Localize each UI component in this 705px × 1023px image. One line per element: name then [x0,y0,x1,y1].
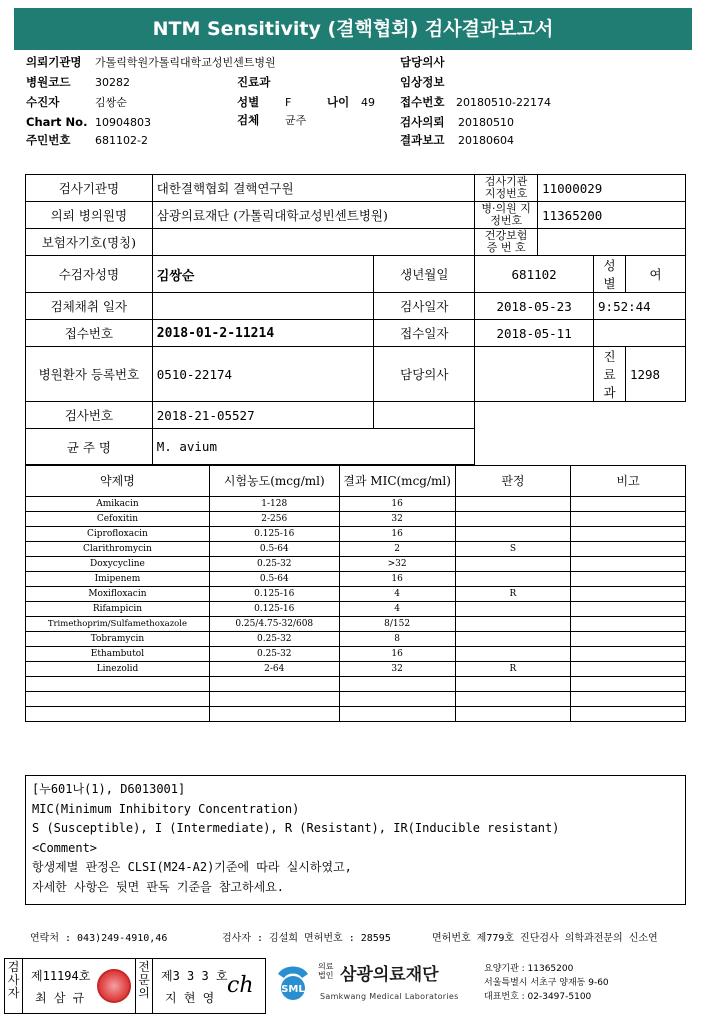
examiner-vert-label: 검사자 [5,959,23,1013]
test-concentration [209,707,339,722]
table-row [26,527,686,542]
specialist-signature: ch [227,973,254,998]
specialist-license-no: 제3 3 3 호 [161,969,228,983]
mic-col-header: 결과 MIC(mcg/ml) [339,466,455,497]
comment-box [25,775,686,905]
drug-col-header: 약제명 [26,466,210,497]
mic-result: 16 [339,647,455,662]
test-concentration: 0.25/4.75-32/608 [209,617,339,632]
comment-text-2: 자세한 사항은 뒷면 판독 기준을 참고하세요. [32,879,285,894]
patient-label: 수검자성명 [26,256,153,293]
comment-heading: <Comment> [32,840,98,855]
info-sex-label: 성별 [594,256,626,293]
test-concentration: 0.25-32 [209,557,339,572]
chart-no-value: 10904803 [95,116,151,129]
conc-col-header: 시험농도(mcg/ml) [209,466,339,497]
collect-date-label: 검체채취 일자 [26,293,153,320]
remark [571,602,686,617]
table-row [26,587,686,602]
request-label: 검사의뢰 [400,115,445,129]
examiner-seal [97,969,131,1003]
birth-label: 생년월일 [374,256,475,293]
receipt-extra [594,320,686,347]
table-row [26,647,686,662]
table-row [26,662,686,677]
drug-name: Amikacin [26,497,210,512]
test-org-value: 대한결핵협회 결핵연구원 [152,175,474,202]
test-concentration: 2-256 [209,512,339,527]
report-date-label: 결과보고 [400,133,445,147]
accession-value: 20180510-22174 [456,96,551,109]
info-dept-label: 진료과 [594,347,626,402]
remark [571,662,686,677]
drug-name: Imipenem [26,572,210,587]
examiner-name: 최 삼 규 [35,991,85,1005]
comment-text-1: 항생제별 판정은 CLSI(M24-A2)기준에 따라 실시하였고, [32,860,352,874]
drug-name: Doxycycline [26,557,210,572]
test-org-id-label: 검사기관 지정번호 [475,175,538,202]
interpretation [455,512,571,527]
receipt-no-label: 접수번호 [26,320,153,347]
age-label: 나이 [327,95,350,109]
remark [571,542,686,557]
table-row [26,542,686,557]
examiner-text: 검사자 : 김설희 면허번호 : 28595 [222,933,391,944]
collector-value: 김쌍순 [95,96,127,109]
institution-value: 가톨릭학원가톨릭대학교성빈센트병원 [95,56,276,69]
strain-value: M. avium [152,429,474,465]
specimen-value: 균주 [285,114,307,127]
test-time-value: 9:52:44 [594,293,686,320]
drug-name: Trimethoprim/Sulfamethoxazole [26,617,210,632]
receipt-date-value: 2018-05-11 [475,320,594,347]
table-row [26,557,686,572]
empty-cell [475,429,686,465]
clinical-label: 임상정보 [400,75,445,89]
resident-no-value: 681102-2 [95,134,148,147]
test-concentration [209,692,339,707]
req-hosp-id-label: 병·의원 지정번호 [475,202,538,229]
doctor-label: 담당의사 [400,55,445,69]
table-row [26,692,686,707]
org-address: 서울특별시 서초구 양재동 9-60 [484,978,609,988]
table-row [26,512,686,527]
test-concentration: 0.5-64 [209,542,339,557]
org-prefix: 의료 법인 [318,962,334,980]
collector-label: 수진자 [26,95,60,109]
drug-name: Moxifloxacin [26,587,210,602]
insured-label: 보험자기호(명칭) [26,229,153,256]
receipt-no-value: 2018-01-2-11214 [152,320,374,347]
remark [571,512,686,527]
table-row [26,602,686,617]
drug-table-body [26,497,686,722]
info-table [25,174,686,465]
remark [571,617,686,632]
info-doctor-value [475,347,594,402]
receipt-date-label: 접수일자 [374,320,475,347]
interpretation [455,677,571,692]
hospital-code-value: 30282 [95,76,130,89]
interpretation [455,557,571,572]
table-row [26,497,686,512]
interpretation [455,647,571,662]
patient-value: 김쌍순 [152,256,374,293]
report-title: NTM Sensitivity (결핵협회) 검사결과보고서 [14,8,692,50]
mic-result: 8 [339,632,455,647]
sex-value: F [285,96,292,109]
specialist-name: 지 현 영 [165,991,215,1005]
info-dept-value: 1298 [625,347,685,402]
drug-name: Cefoxitin [26,512,210,527]
resident-no-label: 주민번호 [26,133,71,147]
remark [571,587,686,602]
drug-name [26,707,210,722]
mic-result: 16 [339,572,455,587]
report-date-value: 20180604 [458,134,514,147]
specimen-label: 검체 [237,113,260,127]
strain-label: 균 주 명 [26,429,153,465]
drug-name [26,677,210,692]
interpretation [455,602,571,617]
drug-name: Ciprofloxacin [26,527,210,542]
interpretation [455,707,571,722]
interpretation: S [455,542,571,557]
birth-value: 681102 [475,256,594,293]
table-row [26,617,686,632]
mic-result: 4 [339,587,455,602]
test-no-label: 검사번호 [26,402,153,429]
examiner-license-no: 제11194호 [31,969,91,983]
mic-result [339,707,455,722]
hospital-code-label: 병원코드 [26,75,71,89]
dept-label: 진료과 [237,75,271,89]
drug-name: Tobramycin [26,632,210,647]
contact-text: 연락처 : 043)249-4910,46 [30,933,168,944]
mic-result: 8/152 [339,617,455,632]
test-concentration: 0.5-64 [209,572,339,587]
test-concentration: 0.125-16 [209,587,339,602]
remark [571,707,686,722]
interpretation [455,632,571,647]
drug-name [26,692,210,707]
mic-result: 16 [339,497,455,512]
interpretation [455,527,571,542]
interpretation: R [455,587,571,602]
table-row [26,572,686,587]
sml-logo-icon [272,960,314,1002]
req-hosp-value: 삼광의료재단 (가톨릭대학교성빈센트병원) [152,202,474,229]
remark [571,647,686,662]
license-text: 면허번호 제779호 진단검사 의학과전문의 신소연 [432,933,658,944]
result-col-header: 판정 [455,466,571,497]
test-concentration [209,677,339,692]
drug-table [25,465,686,722]
drug-name: Rifampicin [26,602,210,617]
test-concentration: 0.125-16 [209,527,339,542]
test-org-id-value: 11000029 [538,175,686,202]
insured-value [152,229,474,256]
interpretation [455,572,571,587]
remark [571,632,686,647]
req-hosp-id-value: 11365200 [538,202,686,229]
remark [571,557,686,572]
test-date-label: 검사일자 [374,293,475,320]
interpretation [455,692,571,707]
table-row [26,677,686,692]
health-no-value [538,229,686,256]
table-row [26,632,686,647]
comment-mic-def: MIC(Minimum Inhibitory Concentration) [32,801,300,816]
mic-result: 2 [339,542,455,557]
reg-no-value: 0510-22174 [152,347,374,402]
org-phone: 대표번호 : 02-3497-5100 [484,992,592,1002]
org-english-name: Samkwang Medical Laboratories [320,992,459,1001]
institution-label: 의뢰기관명 [26,55,82,69]
comment-legend: S (Susceptible), I (Intermediate), R (Resistant), IR(Inducible resistant) [32,821,560,835]
mic-result: 16 [339,527,455,542]
req-hosp-label: 의뢰 병의원명 [26,202,153,229]
accession-label: 접수번호 [400,95,445,109]
mic-result: 32 [339,512,455,527]
test-concentration: 0.25-32 [209,647,339,662]
remark [571,692,686,707]
empty-cell [475,402,686,429]
test-concentration: 1-128 [209,497,339,512]
mic-result [339,677,455,692]
mic-result: >32 [339,557,455,572]
interpretation [455,497,571,512]
test-date-value: 2018-05-23 [475,293,594,320]
interpretation [455,617,571,632]
request-value: 20180510 [458,116,514,129]
test-concentration: 2-64 [209,662,339,677]
org-name: 삼광의료재단 [340,965,439,985]
drug-name: Clarithromycin [26,542,210,557]
mic-result: 4 [339,602,455,617]
remark [571,677,686,692]
comment-code: [누601나(1), D6013001] [32,782,186,796]
remark [571,497,686,512]
remark [571,527,686,542]
mic-result: 32 [339,662,455,677]
table-row [26,707,686,722]
org-info [484,962,609,1004]
chart-no-label: Chart No. [26,115,88,129]
mic-result [339,692,455,707]
org-provider-no: 요양기관 : 11365200 [484,964,574,974]
test-org-label: 검사기관명 [26,175,153,202]
info-doctor-label: 담당의사 [374,347,475,402]
drug-name: Ethambutol [26,647,210,662]
sex-label: 성별 [237,95,260,109]
test-no-extra [374,402,475,429]
age-value: 49 [361,96,375,109]
info-sex-value: 여 [625,256,685,293]
drug-name: Linezolid [26,662,210,677]
specialist-vert-label: 전문의 [135,959,153,1013]
test-concentration: 0.125-16 [209,602,339,617]
test-concentration: 0.25-32 [209,632,339,647]
svg-text:SML: SML [281,984,305,995]
signature-box [4,958,266,1014]
remark [571,572,686,587]
collect-date-value [152,293,374,320]
test-no-value: 2018-21-05527 [152,402,374,429]
interpretation: R [455,662,571,677]
remark-col-header: 비고 [571,466,686,497]
reg-no-label: 병원환자 등록번호 [26,347,153,402]
health-no-label: 건강보험 증 번 호 [475,229,538,256]
